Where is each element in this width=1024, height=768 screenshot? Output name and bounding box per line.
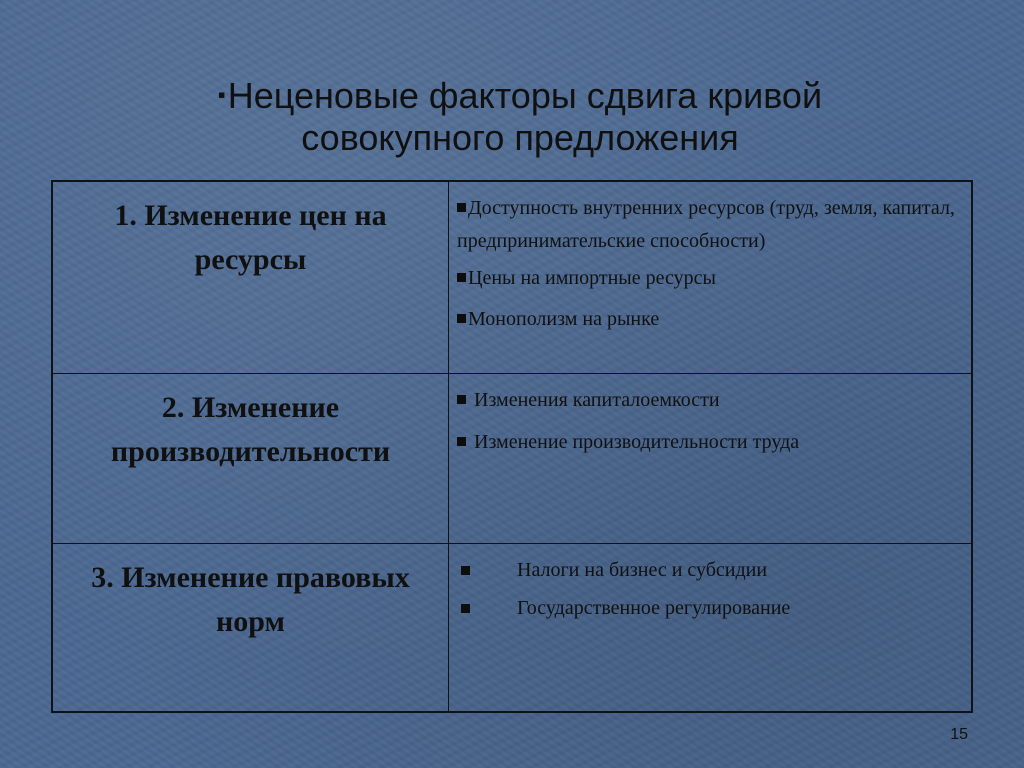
bullet-square-icon xyxy=(461,566,470,575)
list-item xyxy=(457,192,959,258)
bullet-square-icon xyxy=(457,437,466,446)
bullet-square-icon xyxy=(457,273,466,282)
table-row xyxy=(53,182,971,374)
factor-cell: 1. Изменение цен на ресурсы xyxy=(53,182,449,373)
factor-cell: 3. Изменение правовых норм xyxy=(53,544,449,711)
list-item xyxy=(457,554,959,587)
factors-table xyxy=(51,180,973,713)
bullet-square-icon xyxy=(457,203,466,212)
list-item-text: Доступность внутренних ресурсов (труд, земля, капитал, предпринимательские способности) xyxy=(457,197,955,252)
list-item-text: Государственное регулирование xyxy=(517,597,791,619)
slide-title xyxy=(130,74,910,159)
page-number: 15 xyxy=(950,726,968,743)
list-item-text: Монополизм на рынке xyxy=(468,308,660,330)
list-item-text: Цены на импортные ресурсы xyxy=(468,267,716,289)
table-row xyxy=(53,544,971,711)
factor-cell: 2. Изменение производительности xyxy=(53,374,449,543)
list-item xyxy=(457,303,959,336)
title-bullet-icon: ▪ xyxy=(217,82,226,107)
bullet-square-icon xyxy=(457,314,466,323)
details-cell xyxy=(449,544,971,711)
list-item xyxy=(457,426,959,459)
list-item xyxy=(457,262,959,295)
bullet-square-icon xyxy=(457,395,466,404)
details-cell xyxy=(449,182,971,373)
bullet-square-icon xyxy=(461,604,470,613)
details-cell xyxy=(449,374,971,543)
slide-title-text: Неценовые факторы сдвига кривой совокупного предложения xyxy=(227,75,823,158)
list-item-text: Налоги на бизнес и субсидии xyxy=(517,559,768,581)
list-item xyxy=(457,592,959,625)
list-item-text: Изменение производительности труда xyxy=(474,431,800,453)
list-item-text: Изменения капиталоемкости xyxy=(474,389,720,411)
table-row xyxy=(53,374,971,544)
list-item xyxy=(457,384,959,417)
